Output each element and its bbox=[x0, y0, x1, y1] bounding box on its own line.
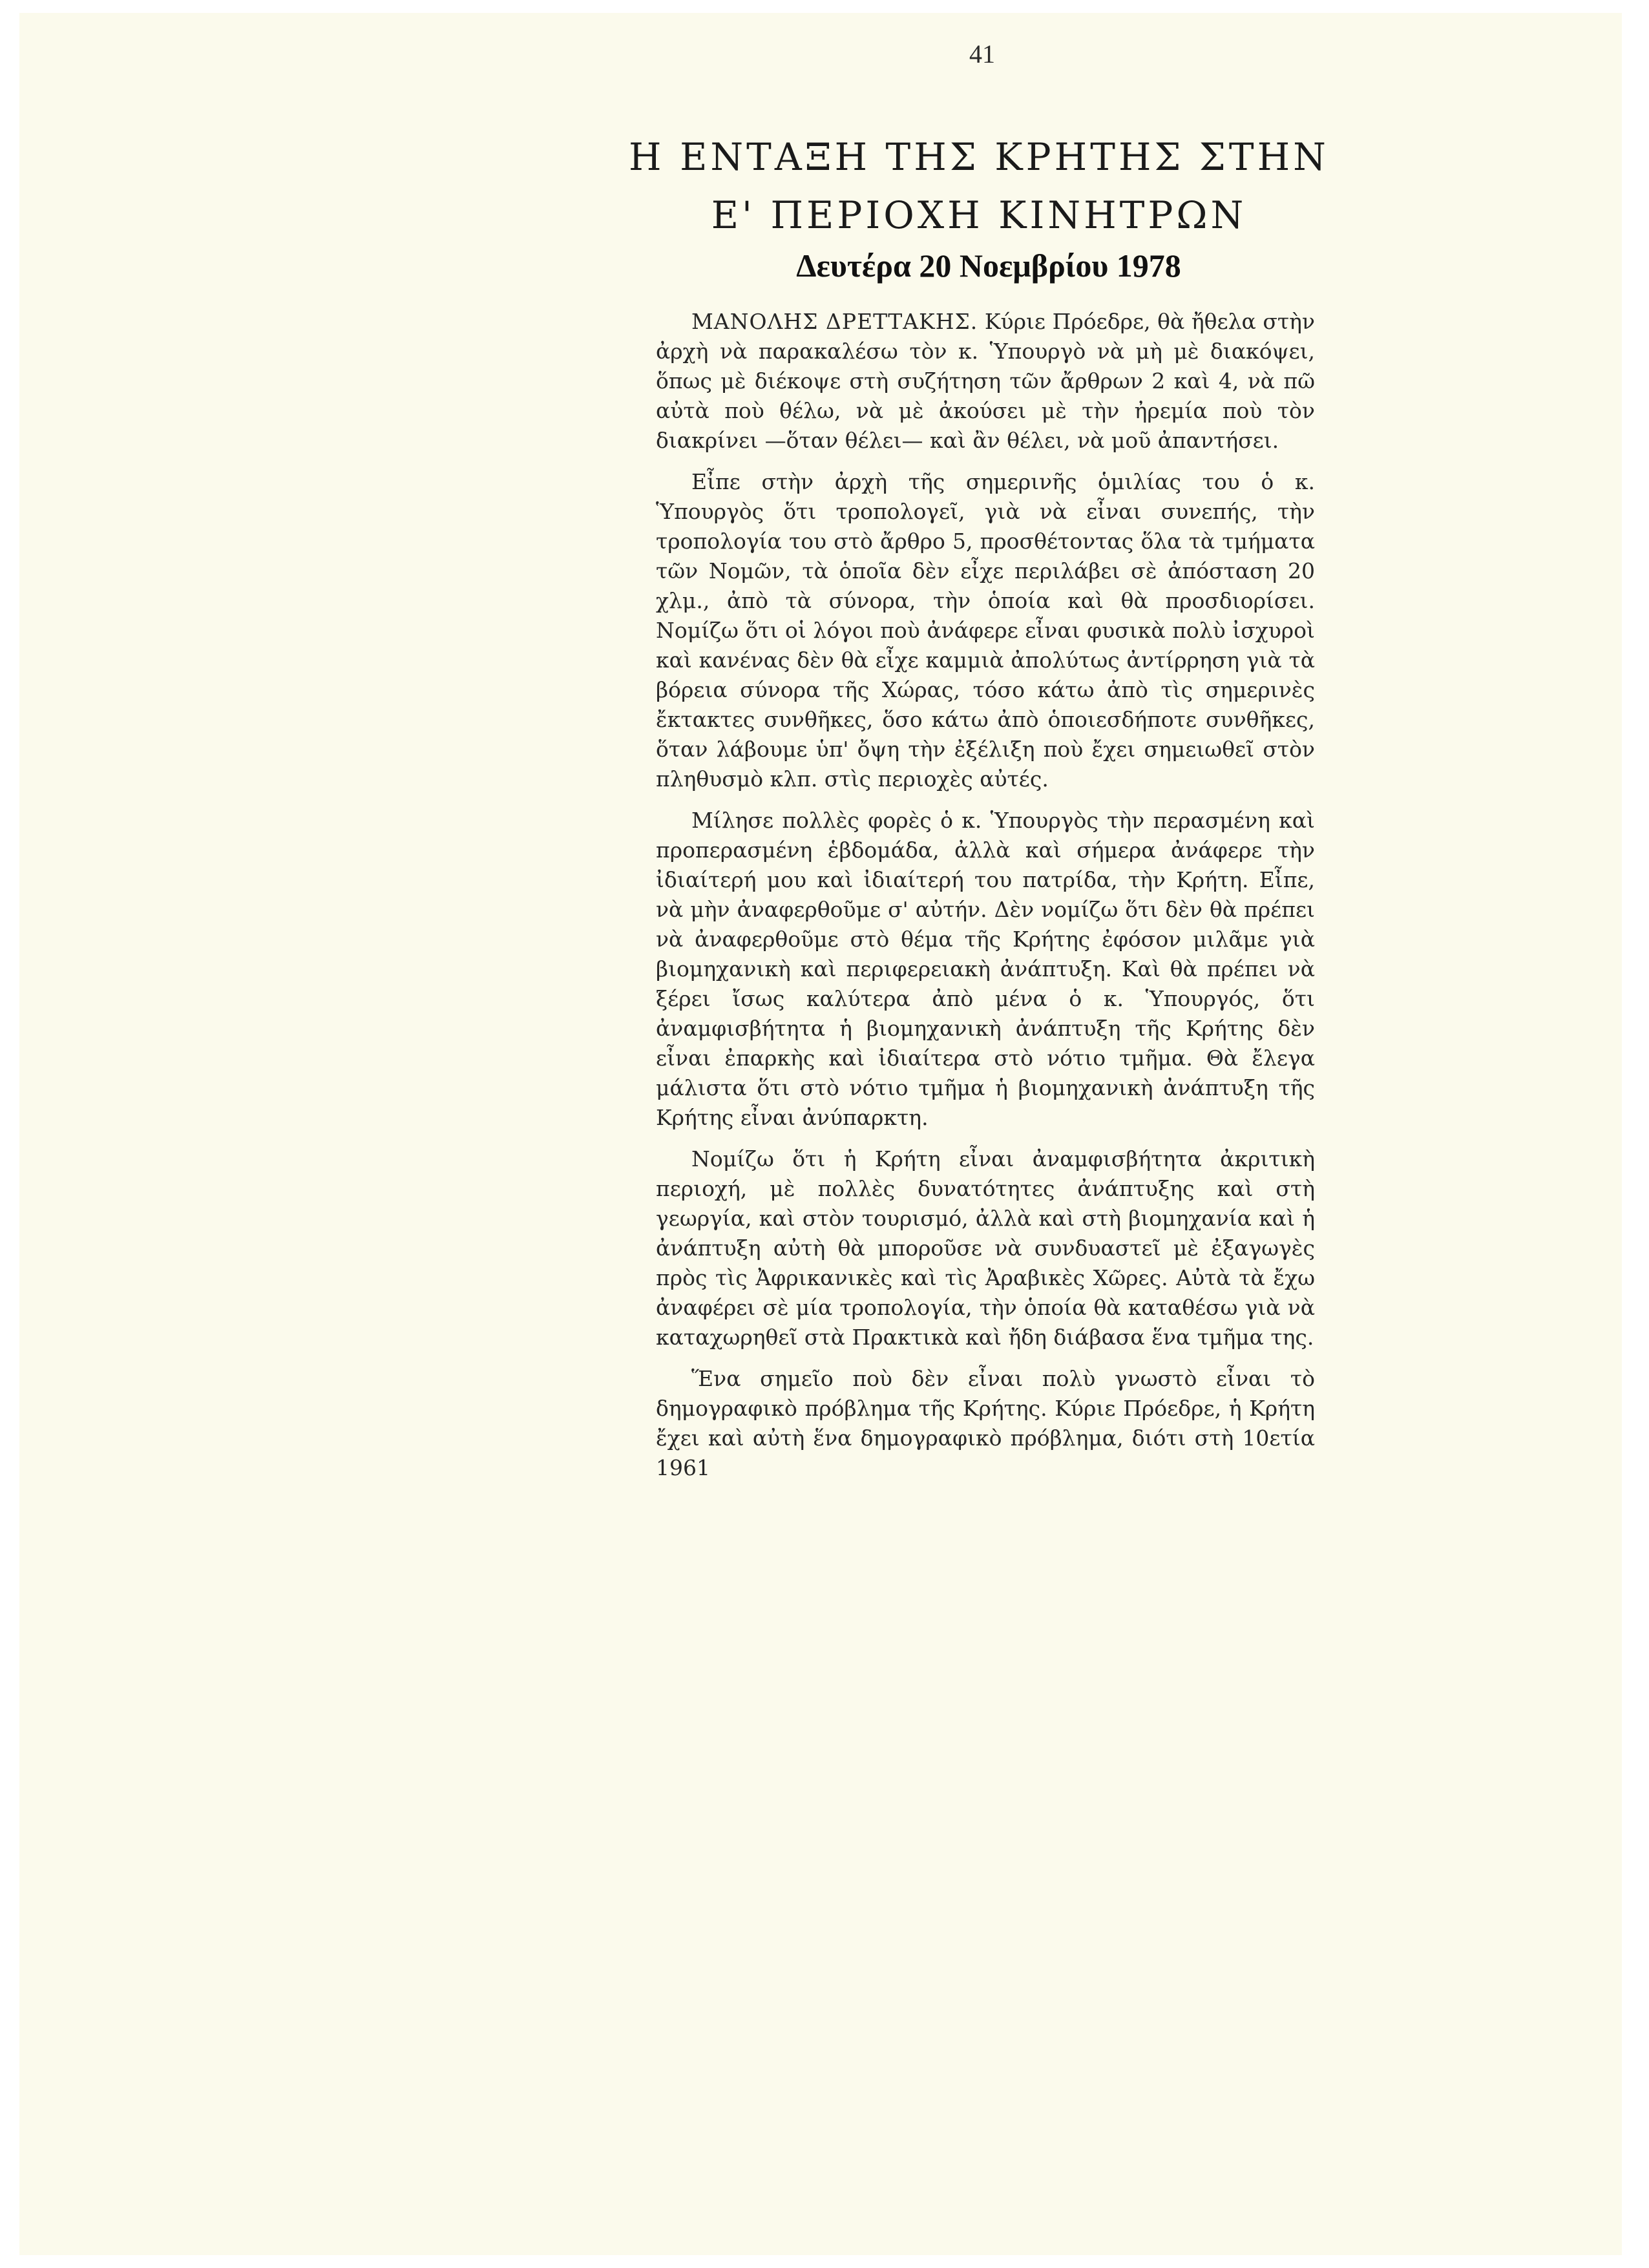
paragraph-text: Κύριε Πρόεδρε, θὰ ἤθελα στὴν ἀρχὴ νὰ παρακαλέσω τὸν κ. Ὑπουργὸ νὰ μὴ μὲ διακόψει, ὅπως μὲ διέκοψε στὴ συζήτηση τῶν ἄρθρων 2 καὶ 4, νὰ πῶ αὐτὰ ποὺ θέλω, νὰ μὲ ἀκούσει μὲ τὴν ἠρεμία ποὺ τὸν διακρίνει —ὅταν θέλει— καὶ ἂν θέλει, νὰ μοῦ ἀπαντήσει. bbox=[656, 309, 1315, 453]
paragraph: Εἶπε στὴν ἀρχὴ τῆς σημερινῆς ὁμιλίας του ὁ κ. Ὑπουργὸς ὅτι τροπολογεῖ, γιὰ νὰ εἶναι συνεπής, τὴν τροπολογία του στὸ ἄρθρο 5, προσθέτοντας ὅλα τὰ τμήματα τῶν Νομῶν, τὰ ὁποῖα δὲν εἶχε περιλάβει σὲ ἀπόσταση 20 χλμ., ἀπὸ τὰ σύνορα, τὴν ὁποία καὶ θὰ προσδιορίσει. Νομίζω ὅτι οἱ λόγοι ποὺ ἀνάφερε εἶναι φυσικὰ πολὺ ἰσχυροὶ καὶ κανένας δὲν θὰ εἶχε καμμιὰ ἀπολύτως ἀντίρρηση γιὰ τὰ βόρεια σύνορα τῆς Χώρας, τόσο κάτω ἀπὸ τὶς σημερινὲς ἔκτακτες συνθῆκες, ὅσο κάτω ἀπὸ ὁποιεσδήποτε συνθῆκες, ὅταν λάβουμε ὑπ' ὄψη τὴν ἐξέλιξη ποὺ ἔχει σημειωθεῖ στὸν πληθυσμὸ κλπ. στὶς περιοχὲς αὐτές. bbox=[656, 469, 1315, 792]
speaker-name: ΜΑΝΟΛΗΣ ΔΡΕΤΤΑΚΗΣ. bbox=[691, 309, 978, 334]
session-date: Δευτέρα 20 Νοεμβρίου 1978 bbox=[796, 247, 1181, 284]
paragraph: Νομίζω ὅτι ἡ Κρήτη εἶναι ἀναμφισβήτητα ἀκριτικὴ περιοχή, μὲ πολλὲς δυνατότητες ἀνάπτυξης καὶ στὴ γεωργία, καὶ στὸν τουρισμό, ἀλλὰ καὶ στὴ βιομηχανία καὶ ἡ ἀνάπτυξη αὐτὴ θὰ μποροῦσε νὰ συνδυαστεῖ μὲ ἐξαγωγὲς πρὸς τὶς Ἀφρικανικὲς καὶ τὶς Ἀραβικὲς Χῶρες. Αὐτὰ τὰ ἔχω ἀναφέρει σὲ μία τροπολογία, τὴν ὁποία θὰ καταθέσω γιὰ νὰ καταχωρηθεῖ στὰ Πρακτικὰ καὶ ἤδη διάβασα ἕνα τμῆμα της. bbox=[656, 1146, 1315, 1350]
scanned-page bbox=[19, 13, 1622, 2255]
page-number: 41 bbox=[969, 39, 995, 68]
speech-body bbox=[656, 307, 1315, 1495]
page-title bbox=[614, 128, 1344, 244]
title-line-1: Η ΕΝΤΑΞΗ ΤΗΣ ΚΡΗΤΗΣ ΣΤΗΝ bbox=[629, 135, 1329, 179]
title-line-2: Ε' ΠΕΡΙΟΧΗ ΚΙΝΗΤΡΩΝ bbox=[711, 193, 1247, 237]
paragraph: Ἕνα σημεῖο ποὺ δὲν εἶναι πολὺ γνωστὸ εἶναι τὸ δημογραφικὸ πρόβλημα τῆς Κρήτης. Κύριε Πρόεδρε, ἡ Κρήτη ἔχει καὶ αὐτὴ ἕνα δημογραφικὸ πρόβλημα, διότι στὴ 10ετία 1961 bbox=[656, 1366, 1315, 1480]
paragraph bbox=[656, 307, 1315, 456]
paragraph: Μίλησε πολλὲς φορὲς ὁ κ. Ὑπουργὸς τὴν περασμένη καὶ προπερασμένη ἑβδομάδα, ἀλλὰ καὶ σήμερα ἀνάφερε τὴν ἰδιαίτερή μου καὶ ἰδιαίτερή του πατρίδα, τὴν Κρήτη. Εἶπε, νὰ μὴν ἀναφερθοῦμε σ' αὐτήν. Δὲν νομίζω ὅτι δὲν θὰ πρέπει νὰ ἀναφερθοῦμε στὸ θέμα τῆς Κρήτης ἐφόσον μιλᾶμε γιὰ βιομηχανικὴ καὶ περιφερειακὴ ἀνάπτυξη. Καὶ θὰ πρέπει νὰ ξέρει ἴσως καλύτερα ἀπὸ μένα ὁ κ. Ὑπουργός, ὅτι ἀναμφισβήτητα ἡ βιομηχανικὴ ἀνάπτυξη τῆς Κρήτης δὲν εἶναι ἐπαρκὴς καὶ ἰδιαίτερα στὸ νότιο τμῆμα. Θὰ ἔλεγα μάλιστα ὅτι στὸ νότιο τμῆμα ἡ βιομηχανικὴ ἀνάπτυξη τῆς Κρήτης εἶναι ἀνύπαρκτη. bbox=[656, 808, 1315, 1130]
